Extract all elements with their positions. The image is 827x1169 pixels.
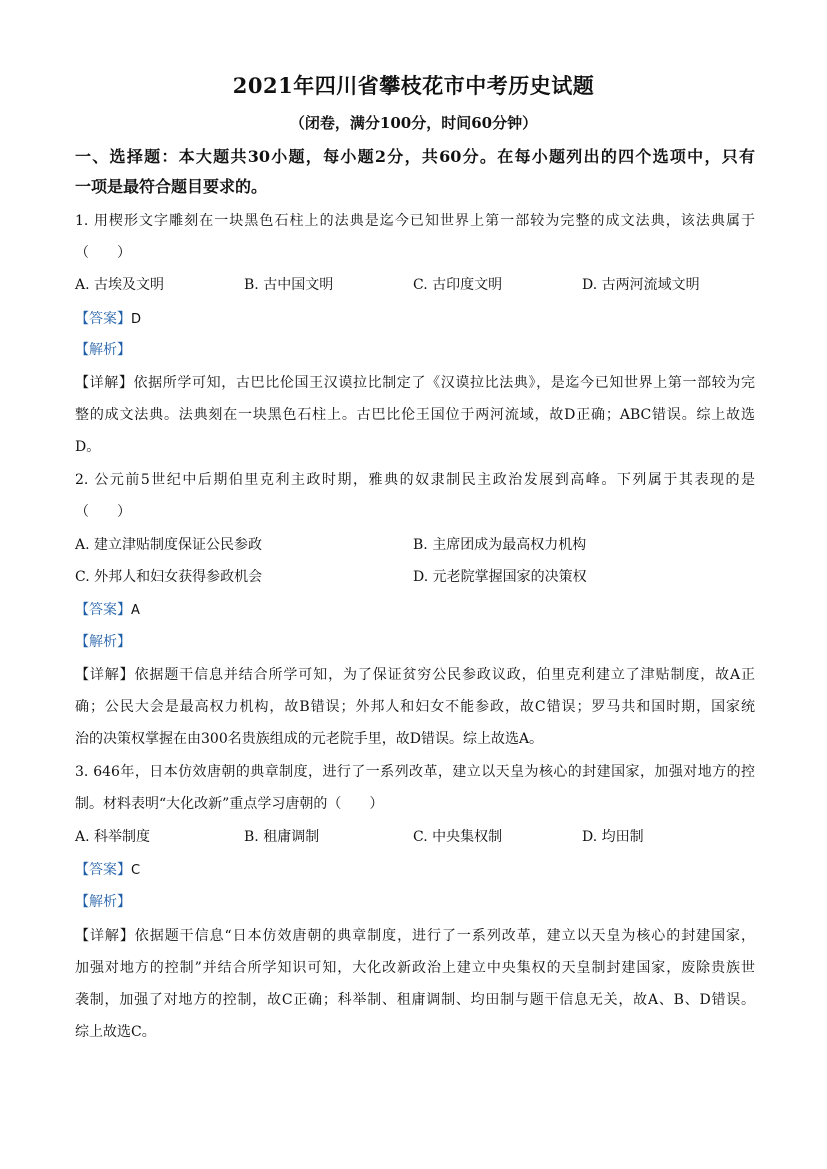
- q1-detail-line-1: 【详解】依据所学可知，古巴比伦国王汉谟拉比制定了《汉谟拉比法典》，是迄今已知世界上第一部较为完: [75, 375, 755, 391]
- section-heading-line-1: 一、选择题：本大题共30小题，每小题2分，共60分。在每小题列出的四个选项中，只有: [75, 147, 755, 166]
- q2-option-c: C. 外邦人和妇女获得参政机会: [75, 569, 263, 585]
- q3-answer-label: 【答案】: [75, 862, 131, 878]
- q3-answer-value: C: [131, 863, 141, 878]
- q2-detail-line-3: 治的决策权掌握在由300名贵族组成的元老院手里，故D错误。综上故选A。: [75, 731, 544, 747]
- q3-stem-line-1: 3. 646年，日本仿效唐朝的典章制度，进行了一系列改革，建立以天皇为核心的封建国家，加强对地方的控: [75, 764, 755, 780]
- q3-detail-line-3: 袭制，加强了对地方的控制，故C正确；科举制、租庸调制、均田制与题干信息无关，故A、B、D错误。: [75, 992, 755, 1008]
- q2-detail-line-1: 【详解】依据题干信息并结合所学可知，为了保证贫穷公民参政议政，伯里克利建立了津贴制度，故A正: [75, 667, 755, 683]
- q1-option-d: D. 古两河流域文明: [582, 277, 700, 293]
- q3-option-c: C. 中央集权制: [413, 829, 503, 845]
- q1-stem-line-2: （ ）: [75, 245, 131, 261]
- q1-answer-label: 【答案】: [75, 311, 131, 327]
- q3-detail-line-1: 【详解】依据题干信息“日本仿效唐朝的典章制度，进行了一系列改革，建立以天皇为核心的封建国家，: [75, 928, 755, 944]
- q1-detail-line-3: D。: [75, 439, 101, 455]
- q3-analysis-label: 【解析】: [75, 894, 131, 910]
- page-title: 2021年四川省攀枝花市中考历史试题: [232, 73, 595, 98]
- q1-stem-line-1: 1. 用楔形文字雕刻在一块黑色石柱上的法典是迄今已知世界上第一部较为完整的成文法典，该法典属于: [75, 213, 755, 229]
- q1-detail-line-2: 整的成文法典。法典刻在一块黑色石柱上。古巴比伦王国位于两河流域，故D正确；ABC错误。综上故选: [75, 407, 755, 423]
- q3-detail-line-2: 加强对地方的控制”并结合所学知识可知，大化改新政治上建立中央集权的天皇制封建国家，废除贵族世: [75, 960, 755, 976]
- q1-option-a: A. 古埃及文明: [75, 277, 165, 293]
- q2-answer-label: 【答案】: [75, 602, 131, 618]
- page-subtitle: （闭卷，满分100分，时间60分钟）: [289, 114, 538, 132]
- q2-option-d: D. 元老院掌握国家的决策权: [413, 569, 587, 585]
- q2-answer-value: A: [131, 603, 140, 618]
- q3-option-a: A. 科举制度: [75, 829, 151, 845]
- q2-stem-line-1: 2. 公元前5世纪中后期伯里克利主政时期，雅典的奴隶制民主政治发展到高峰。下列属于其表现的是: [75, 472, 755, 488]
- q3-stem-line-2: 制。材料表明“大化改新”重点学习唐朝的（ ）: [75, 796, 384, 812]
- q1-option-b: B. 古中国文明: [244, 277, 334, 293]
- q3-option-d: D. 均田制: [582, 829, 644, 845]
- q2-option-a: A. 建立津贴制度保证公民参政: [75, 537, 263, 553]
- q2-analysis-label: 【解析】: [75, 634, 131, 650]
- section-heading-line-2: 一项是最符合题目要求的。: [75, 177, 268, 196]
- q1-answer: [75, 309, 755, 330]
- q3-option-b: B. 租庸调制: [244, 829, 320, 845]
- q2-detail-line-2: 确；公民大会是最高权力机构，故B错误；外邦人和妇女不能参政，故C错误；罗马共和国时期，国家统: [75, 699, 755, 715]
- section-heading: [75, 142, 755, 202]
- q1-option-c: C. 古印度文明: [413, 277, 503, 293]
- q2-option-b: B. 主席团成为最高权力机构: [413, 537, 587, 553]
- q2-stem-line-2: （ ）: [75, 504, 131, 520]
- q2-answer: [75, 600, 755, 621]
- q1-answer-value: D: [131, 312, 142, 327]
- q3-detail-line-4: 综上故选C。: [75, 1024, 156, 1040]
- q1-analysis-label: 【解析】: [75, 342, 131, 358]
- q3-answer: [75, 860, 755, 881]
